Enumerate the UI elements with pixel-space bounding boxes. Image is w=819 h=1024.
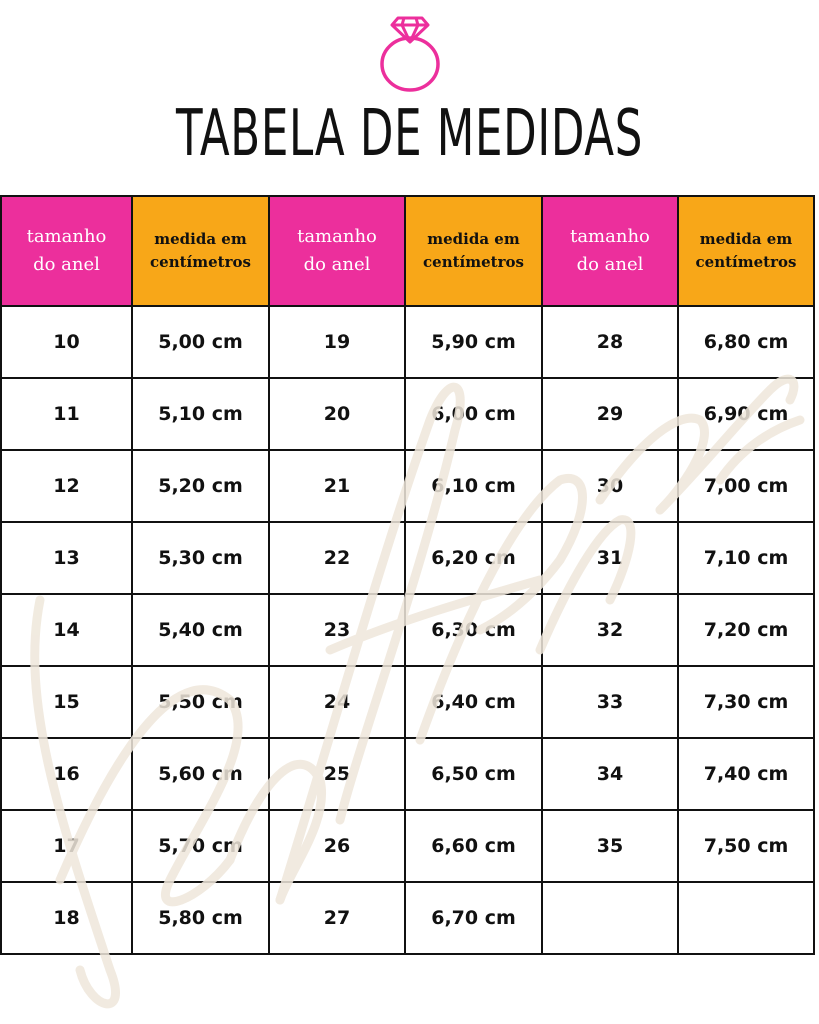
measure-cell: 5,60 cm xyxy=(132,738,269,810)
measure-cell: 5,20 cm xyxy=(132,450,269,522)
measure-cell: 6,30 cm xyxy=(405,594,542,666)
ring-size-cell: 13 xyxy=(1,522,132,594)
table-row xyxy=(1,738,814,810)
table-header-row xyxy=(1,196,814,306)
ring-size-cell: 29 xyxy=(542,378,678,450)
measure-cell: 5,80 cm xyxy=(132,882,269,954)
measure-cell: 7,00 cm xyxy=(678,450,814,522)
table-row xyxy=(1,594,814,666)
ring-size-cell: 34 xyxy=(542,738,678,810)
ring-size-cell: 32 xyxy=(542,594,678,666)
ring-size-cell: 26 xyxy=(269,810,405,882)
measure-cell: 5,40 cm xyxy=(132,594,269,666)
ring-size-cell xyxy=(542,882,678,954)
measure-cell xyxy=(678,882,814,954)
ring-size-cell: 15 xyxy=(1,666,132,738)
ring-size-cell: 17 xyxy=(1,810,132,882)
ring-size-cell: 18 xyxy=(1,882,132,954)
measure-cell: 5,70 cm xyxy=(132,810,269,882)
measure-cell: 7,30 cm xyxy=(678,666,814,738)
header-measure-cm: medida em centímetros xyxy=(678,196,814,306)
ring-size-cell: 20 xyxy=(269,378,405,450)
measure-cell: 5,30 cm xyxy=(132,522,269,594)
ring-size-cell: 33 xyxy=(542,666,678,738)
table-row xyxy=(1,810,814,882)
ring-size-cell: 16 xyxy=(1,738,132,810)
table-row xyxy=(1,666,814,738)
ring-size-cell: 30 xyxy=(542,450,678,522)
ring-size-cell: 19 xyxy=(269,306,405,378)
table-row xyxy=(1,882,814,954)
ring-size-table xyxy=(0,195,815,955)
ring-size-cell: 14 xyxy=(1,594,132,666)
ring-size-cell: 10 xyxy=(1,306,132,378)
ring-size-cell: 23 xyxy=(269,594,405,666)
measure-cell: 7,20 cm xyxy=(678,594,814,666)
ring-icon xyxy=(378,12,442,92)
ring-size-cell: 12 xyxy=(1,450,132,522)
measure-cell: 6,00 cm xyxy=(405,378,542,450)
header-measure-cm: medida em centímetros xyxy=(132,196,269,306)
table-row xyxy=(1,378,814,450)
ring-size-cell: 22 xyxy=(269,522,405,594)
header-ring-size: tamanho do anel xyxy=(1,196,132,306)
header-ring-size: tamanho do anel xyxy=(269,196,405,306)
measure-cell: 6,60 cm xyxy=(405,810,542,882)
ring-size-cell: 35 xyxy=(542,810,678,882)
measure-cell: 7,40 cm xyxy=(678,738,814,810)
measure-cell: 7,50 cm xyxy=(678,810,814,882)
measure-cell: 5,50 cm xyxy=(132,666,269,738)
ring-size-cell: 27 xyxy=(269,882,405,954)
measure-cell: 6,70 cm xyxy=(405,882,542,954)
page-title: TABELA DE MEDIDAS xyxy=(175,97,644,171)
header-measure-cm: medida em centímetros xyxy=(405,196,542,306)
measure-cell: 6,50 cm xyxy=(405,738,542,810)
measure-cell: 6,20 cm xyxy=(405,522,542,594)
measure-cell: 6,90 cm xyxy=(678,378,814,450)
ring-size-cell: 24 xyxy=(269,666,405,738)
measure-cell: 5,90 cm xyxy=(405,306,542,378)
measure-cell: 6,40 cm xyxy=(405,666,542,738)
measure-cell: 6,10 cm xyxy=(405,450,542,522)
ring-size-cell: 25 xyxy=(269,738,405,810)
measure-cell: 7,10 cm xyxy=(678,522,814,594)
header-ring-size: tamanho do anel xyxy=(542,196,678,306)
ring-size-cell: 11 xyxy=(1,378,132,450)
table-row xyxy=(1,306,814,378)
measure-cell: 5,10 cm xyxy=(132,378,269,450)
measure-cell: 6,80 cm xyxy=(678,306,814,378)
ring-size-cell: 28 xyxy=(542,306,678,378)
ring-size-cell: 21 xyxy=(269,450,405,522)
table-row xyxy=(1,450,814,522)
measure-cell: 5,00 cm xyxy=(132,306,269,378)
ring-size-cell: 31 xyxy=(542,522,678,594)
table-row xyxy=(1,522,814,594)
